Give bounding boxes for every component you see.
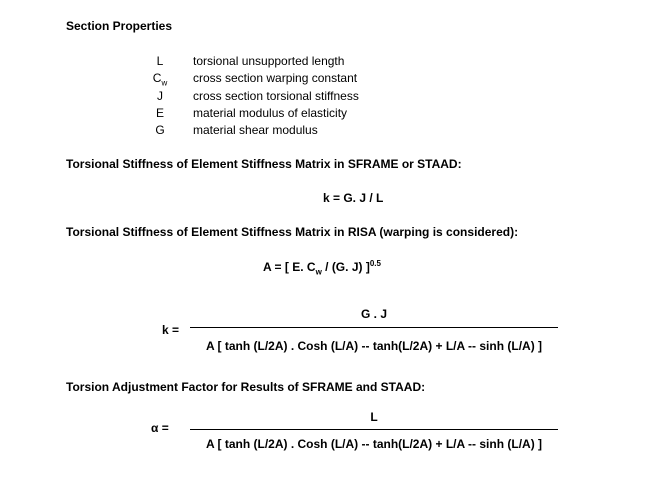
- symbol-cw: $C_w$: [152, 71, 168, 88]
- equation-alpha-numerator: L: [370, 410, 378, 424]
- section-title: Section Properties: [66, 19, 173, 33]
- equation-k-fraction-bar: [190, 327, 558, 328]
- equation-k-denominator: A [ tanh (L/2A) . Cosh (L/A) -- tanh(L/2A) + L/A -- sinh (L/A) ]: [205, 339, 543, 353]
- symbol-l: L: [156, 54, 164, 68]
- symbol-g: G: [155, 123, 165, 137]
- description-g: material shear modulus: [193, 123, 318, 137]
- equation-a: A = [ E. $C_w / (G$. J) ]$^{0.5}$: [263, 259, 381, 277]
- heading-adjustment: Torsion Adjustment Factor for Results of SFRAME and STAAD:: [66, 380, 426, 394]
- description-j: cross section torsional stiffness: [193, 89, 359, 103]
- symbol-e: E: [155, 106, 164, 120]
- equation-k-numerator: G . J: [360, 307, 387, 321]
- equation-alpha-lhs: α =: [151, 421, 169, 435]
- equation-k-lhs: k =: [162, 323, 180, 337]
- heading-sframe: Torsional Stiffness of Element Stiffness Matrix in SFRAME or STAAD:: [66, 157, 462, 171]
- symbol-j: J: [157, 89, 163, 103]
- description-cw: cross section warping constant: [193, 71, 358, 85]
- equation-k-sframe: k = G. J / L: [323, 191, 384, 205]
- description-e: material modulus of elasticity: [193, 106, 348, 120]
- description-l: torsional unsupported length: [193, 54, 345, 68]
- equation-alpha-fraction-bar: [190, 429, 558, 430]
- heading-risa: Torsional Stiffness of Element Stiffness Matrix in RISA (warping is considered):: [66, 225, 519, 239]
- equation-alpha-denominator: A [ tanh (L/2A) . Cosh (L/A) -- tanh(L/2A) + L/A -- sinh (L/A) ]: [205, 437, 543, 451]
